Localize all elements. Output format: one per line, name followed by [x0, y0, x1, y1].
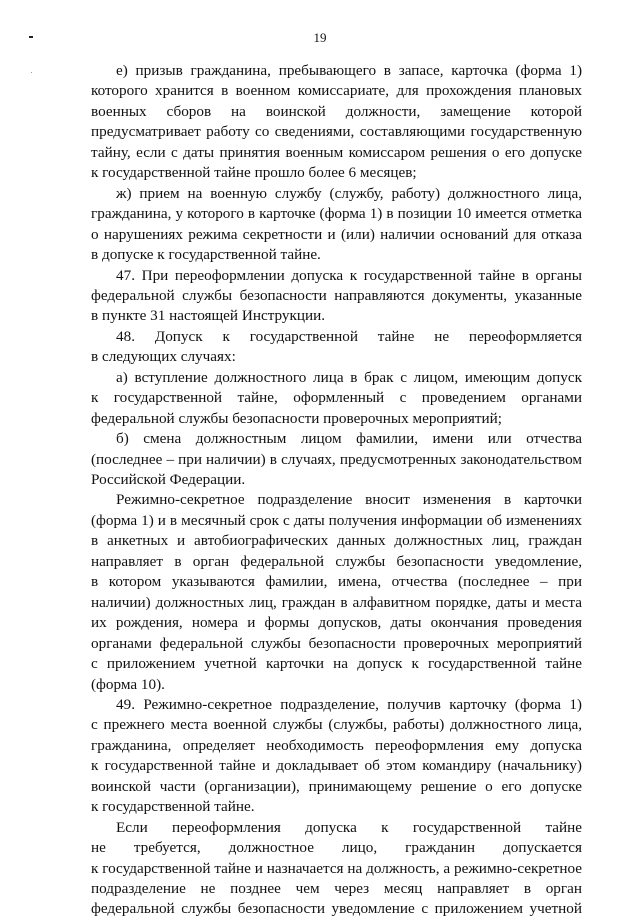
text-line: военных сборов на воинской должности, замещение которой: [91, 103, 582, 120]
text-line: ж) прием на военную службу (службу, работу) должностного лица,: [116, 185, 582, 202]
text-line: б) смена должностным лицом фамилии, имени или отчества: [116, 430, 582, 447]
text-line: с приложением учетной карточки на допуск к государственной тайне: [91, 655, 582, 672]
text-line: федеральной службы безопасности уведомление с приложением учетной: [91, 900, 582, 917]
text-line: к государственной тайне и назначается на должность, а режимно-секретное: [91, 860, 582, 877]
text-line: Режимно-секретное подразделение вносит изменения в карточки: [116, 491, 582, 508]
text-line: в котором указываются фамилии, имена, отчества (последнее – при: [91, 573, 582, 590]
text-line: воинской части (организации), принимающему решение о его допуске: [91, 778, 582, 795]
text-line: в следующих случаях:: [91, 348, 236, 365]
text-line: в пункте 31 настоящей Инструкции.: [91, 307, 326, 324]
text-line: е) призыв гражданина, пребывающего в запасе, карточка (форма 1): [116, 62, 582, 79]
text-line: предусматривает работу со сведениями, составляющими государственную: [91, 123, 582, 140]
text-line: гражданина, определяет необходимость переоформления ему допуска: [91, 737, 582, 754]
text-line: органами федеральной службы безопасности проверочных мероприятий: [91, 635, 582, 652]
text-line: не требуется, должностное лицо, гражданин допускается: [91, 839, 582, 856]
text-line: а) вступление должностного лица в брак с лицом, имеющим допуск: [116, 369, 582, 386]
text-line: (форма 10).: [91, 676, 165, 693]
text-line: к государственной тайне и докладывает об этом командиру (начальнику): [91, 757, 582, 774]
text-line: с прежнего места военной службы (службы, работы) должностного лица,: [91, 716, 582, 733]
text-line: гражданина, у которого в карточке (форма 1) в позиции 10 имеется отметка: [91, 205, 582, 222]
text-line: 49. Режимно-секретное подразделение, получив карточку (форма 1): [116, 696, 582, 713]
text-line: подразделение не позднее чем через месяц направляет в орган: [91, 880, 582, 897]
text-line: которого хранится в военном комиссариате, для прохождения плановых: [91, 82, 582, 99]
text-line: Российской Федерации.: [91, 471, 246, 488]
text-line: в анкетных и автобиографических данных должностных лиц, граждан: [91, 532, 582, 549]
text-line: 47. При переоформлении допуска к государственной тайне в органы: [116, 267, 582, 284]
text-line: федеральной службы безопасности проверочных мероприятий;: [91, 410, 502, 427]
text-line: к государственной тайне.: [91, 798, 255, 815]
text-line: наличии) должностных лиц, граждан в алфавитном порядке, даты и места: [91, 594, 582, 611]
text-line: о нарушениях режима секретности и (или) наличии оснований для отказа: [91, 226, 582, 243]
text-line: к государственной тайне, оформленный с проведением органами: [91, 389, 582, 406]
text-line: направляет в орган федеральной службы безопасности уведомление,: [91, 553, 582, 570]
scan-margin-dot: [31, 72, 32, 73]
text-line: к государственной тайне прошло более 6 месяцев;: [91, 164, 417, 181]
text-line: в допуске к государственной тайне.: [91, 246, 321, 263]
text-line: федеральной службы безопасности направляются документы, указанные: [91, 287, 582, 304]
text-line: (форма 1) и в месячный срок с даты получения информации об изменениях: [91, 512, 582, 529]
text-line: тайну, если с даты принятия военным комиссаром решения о его допуске: [91, 144, 582, 161]
text-line: (последнее – при наличии) в случаях, предусмотренных законодательством: [91, 451, 582, 468]
text-line: их рождения, номера и формы допусков, даты окончания проведения: [91, 614, 582, 631]
text-line: Если переоформления допуска к государственной тайне: [116, 819, 582, 836]
page-number: 19: [313, 30, 327, 45]
text-line: 48. Допуск к государственной тайне не переоформляется: [116, 328, 582, 345]
